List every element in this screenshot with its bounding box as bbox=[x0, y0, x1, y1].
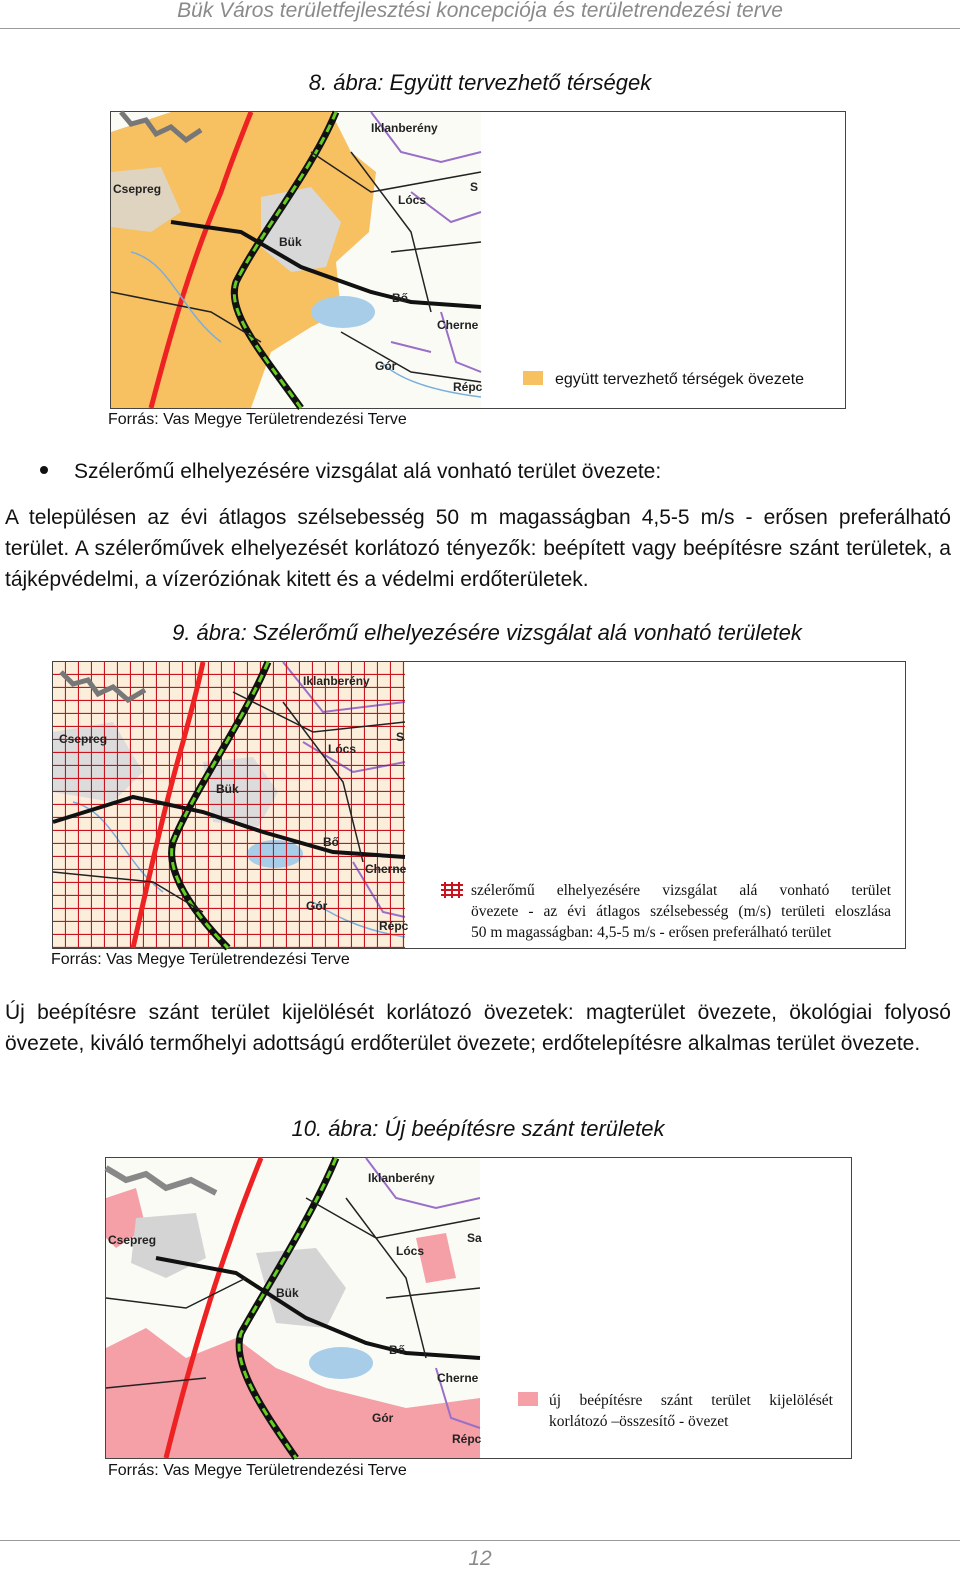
figure-8-legend: együtt tervezhető térségek övezete bbox=[555, 371, 805, 388]
place-buk: Bük bbox=[216, 782, 239, 796]
place-buk: Bük bbox=[276, 1286, 299, 1300]
bullet-item bbox=[40, 460, 661, 484]
figure-9-source: Forrás: Vas Megye Területrendezési Terve bbox=[51, 951, 350, 968]
lake bbox=[309, 1347, 373, 1379]
place-s: S bbox=[470, 180, 479, 194]
figure-9-legend-line: szélerőmű elhelyezésére vizsgálat alá vonható terület bbox=[471, 882, 891, 899]
place-bo: Bő bbox=[392, 291, 408, 305]
bullet-text: Szélerőmű elhelyezésére vizsgálat alá vonható terület övezete: bbox=[74, 460, 662, 483]
place-gor: Gór bbox=[372, 1411, 394, 1425]
bullet-dot bbox=[40, 466, 48, 474]
place-locs: Lócs bbox=[328, 742, 357, 756]
place-gor: Gór bbox=[306, 899, 328, 913]
place-csepreg: Csepreg bbox=[113, 182, 162, 196]
figure-10-map bbox=[106, 1158, 480, 1458]
page-footer bbox=[0, 1540, 960, 1571]
figure-10-legend-line: új beépítésre szánt terület kijelölését bbox=[549, 1392, 833, 1409]
place-bo: Bő bbox=[323, 835, 339, 849]
figure-10-title: 10. ábra: Új beépítésre szánt területek bbox=[291, 1116, 665, 1141]
place-bo: Bő bbox=[389, 1343, 405, 1357]
place-repc: Répc bbox=[453, 380, 483, 394]
paragraph-1: A településen az évi átlagos szélsebesség 50 m magasságban 4,5-5 m/s - erősen preferálható terület. A szélerőművek elhelyezését korlátozó tényezők: beépített vagy beépítésre szánt területek, a tájképvédelmi, a vízeróziónak kitett és a védelmi erdőterületek. bbox=[5, 506, 951, 591]
figure-10-legend-swatch bbox=[518, 1392, 538, 1406]
figure-8 bbox=[110, 111, 846, 409]
figure-9-legend-line: 50 m magasságban: 4,5-5 m/s - erősen preferálható terület bbox=[471, 924, 832, 941]
figure-10-legend bbox=[549, 1390, 833, 1432]
figure-10 bbox=[105, 1157, 852, 1459]
figure-8-source: Forrás: Vas Megye Területrendezési Terve bbox=[108, 411, 407, 428]
place-csepreg: Csepreg bbox=[108, 1233, 157, 1247]
place-iklanbereny: Iklanberény bbox=[368, 1171, 435, 1185]
place-s: S bbox=[396, 730, 405, 744]
figure-8-legend-swatch bbox=[523, 371, 543, 385]
paragraph-2: Új beépítésre szánt terület kijelölését korlátozó övezetek: magterület övezete, ökológiai folyosó övezete, kiváló termőhelyi adottságú erdőterület övezete; erdőtelepítésre alkalmas terület övezete. bbox=[5, 1001, 951, 1055]
figure-10-source: Forrás: Vas Megye Területrendezési Terve bbox=[108, 1462, 407, 1479]
place-s: Sa bbox=[467, 1231, 482, 1245]
place-repc: Répc bbox=[452, 1432, 482, 1446]
place-cherne: Cherne bbox=[437, 318, 479, 332]
place-gor: Gór bbox=[375, 359, 397, 373]
figure-9-legend-swatch bbox=[441, 882, 463, 898]
figure-8-title: 8. ábra: Együtt tervezhető térségek bbox=[308, 70, 652, 95]
place-locs: Lócs bbox=[398, 193, 427, 207]
page-number: 12 bbox=[468, 1547, 492, 1570]
figure-9-legend-line: övezete - az évi átlagos szélsebesség (m/s) területi eloszlása bbox=[471, 903, 891, 920]
figure-8-map bbox=[111, 112, 481, 408]
place-locs: Lócs bbox=[396, 1244, 425, 1258]
place-cherne: Cherne bbox=[365, 862, 407, 876]
figure-9-title: 9. ábra: Szélerőmű elhelyezésére vizsgálat alá vonható területek bbox=[172, 620, 802, 645]
place-iklanbereny: Iklanberény bbox=[303, 674, 370, 688]
page-header bbox=[0, 0, 960, 29]
figure-10-legend-line: korlátozó –összesítő - övezet bbox=[549, 1413, 729, 1430]
place-buk: Bük bbox=[279, 235, 302, 249]
place-repc: Répc bbox=[379, 919, 409, 933]
figure-9-legend bbox=[471, 880, 891, 943]
place-csepreg: Csepreg bbox=[59, 732, 108, 746]
header-title: Bük Város területfejlesztési koncepciója és területrendezési terve bbox=[177, 0, 783, 22]
place-iklanbereny: Iklanberény bbox=[371, 121, 438, 135]
figure-9 bbox=[52, 661, 906, 949]
place-cherne: Cherne bbox=[437, 1371, 479, 1385]
figure-9-map bbox=[53, 662, 409, 948]
lake bbox=[311, 296, 375, 328]
